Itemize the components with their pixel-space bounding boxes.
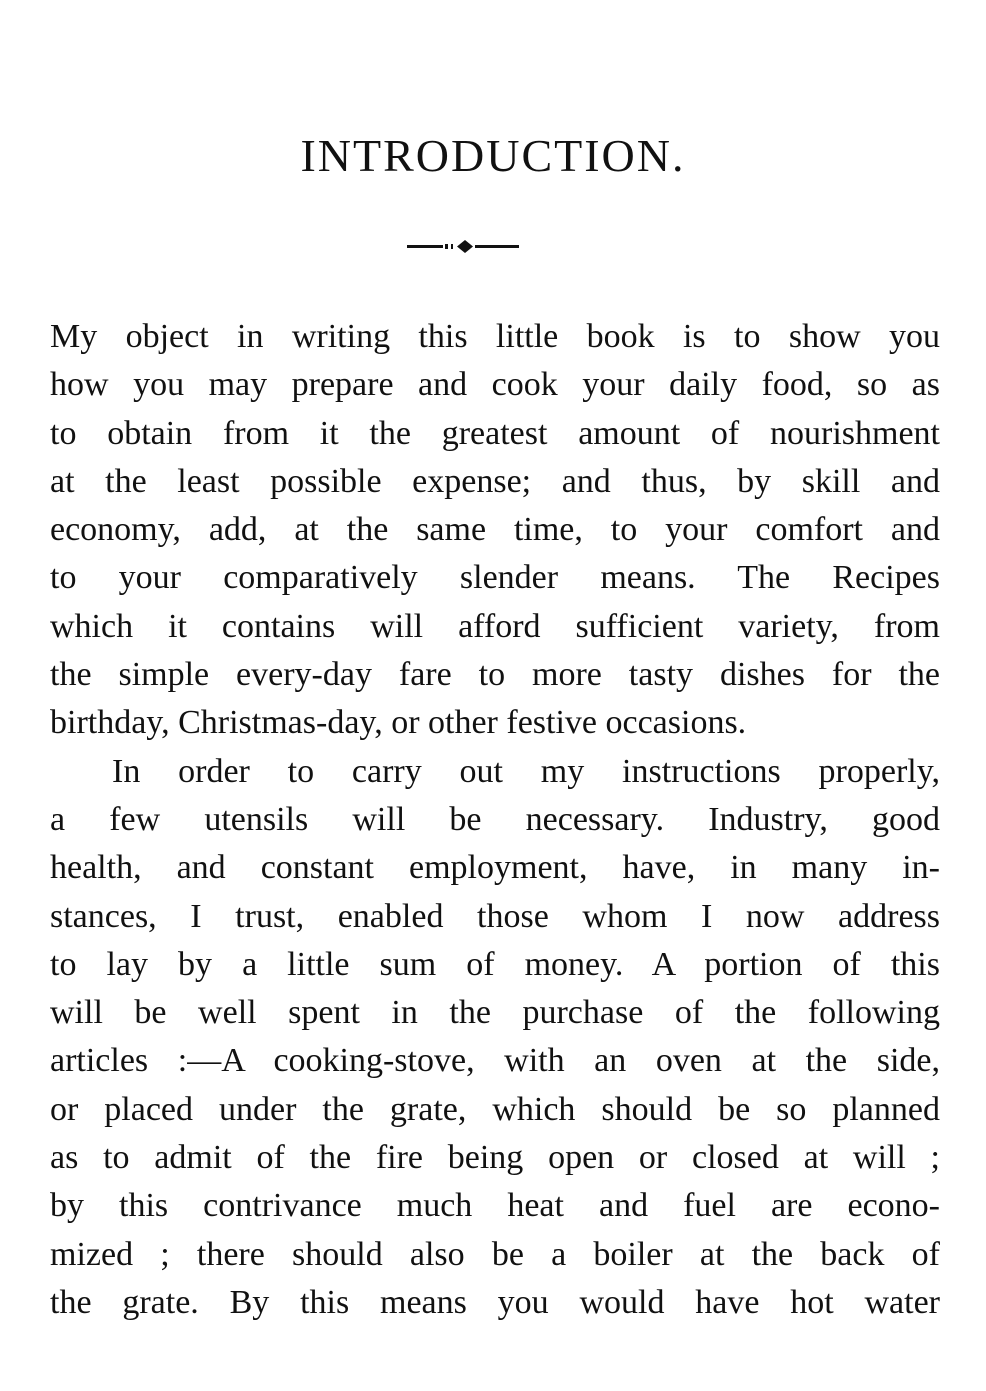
text-line: articles :—A cooking-stove, with an oven at the side,	[50, 1042, 940, 1080]
text-line: the grate. By this means you would have hot water	[50, 1283, 940, 1321]
text-line: will be well spent in the purchase of the following	[50, 994, 940, 1032]
text-line: the simple every-day fare to more tasty dishes for the	[50, 656, 940, 694]
page-title	[0, 128, 986, 184]
text-line: which it contains will afford sufficient variety, from	[50, 607, 940, 645]
text-line: mized ; there should also be a boiler at the back of	[50, 1235, 940, 1273]
text-line: My object in writing this little book is to show you	[50, 318, 940, 355]
text-line: to lay by a little sum of money. A portion of this	[50, 945, 940, 983]
text-line: In order to carry out my instructions properly,	[112, 752, 940, 790]
text-line: health, and constant employment, have, in many in-	[50, 849, 940, 887]
text-line: economy, add, at the same time, to your comfort and	[50, 511, 940, 549]
text-line: to your comparatively slender means. The Recipes	[50, 559, 940, 597]
ornamental-divider-icon	[405, 236, 521, 258]
text-line: or placed under the grate, which should be so planned	[50, 1090, 940, 1128]
text-line: stances, I trust, enabled those whom I now address	[50, 897, 940, 935]
text-line: a few utensils will be necessary. Industry, good	[50, 800, 940, 838]
text-line: how you may prepare and cook your daily food, so as	[50, 366, 940, 404]
text-line: by this contrivance much heat and fuel are econo-	[50, 1187, 940, 1225]
page-title-text: INTRODUCTION.	[300, 130, 686, 181]
text-line: as to admit of the fire being open or closed at will ;	[50, 1139, 940, 1177]
text-line: birthday, Christmas-day, or other festive occasions.	[50, 704, 747, 742]
body-text	[50, 313, 940, 1327]
text-line: at the least possible expense; and thus, by skill and	[50, 462, 940, 500]
text-line: to obtain from it the greatest amount of nourishment	[50, 414, 940, 452]
